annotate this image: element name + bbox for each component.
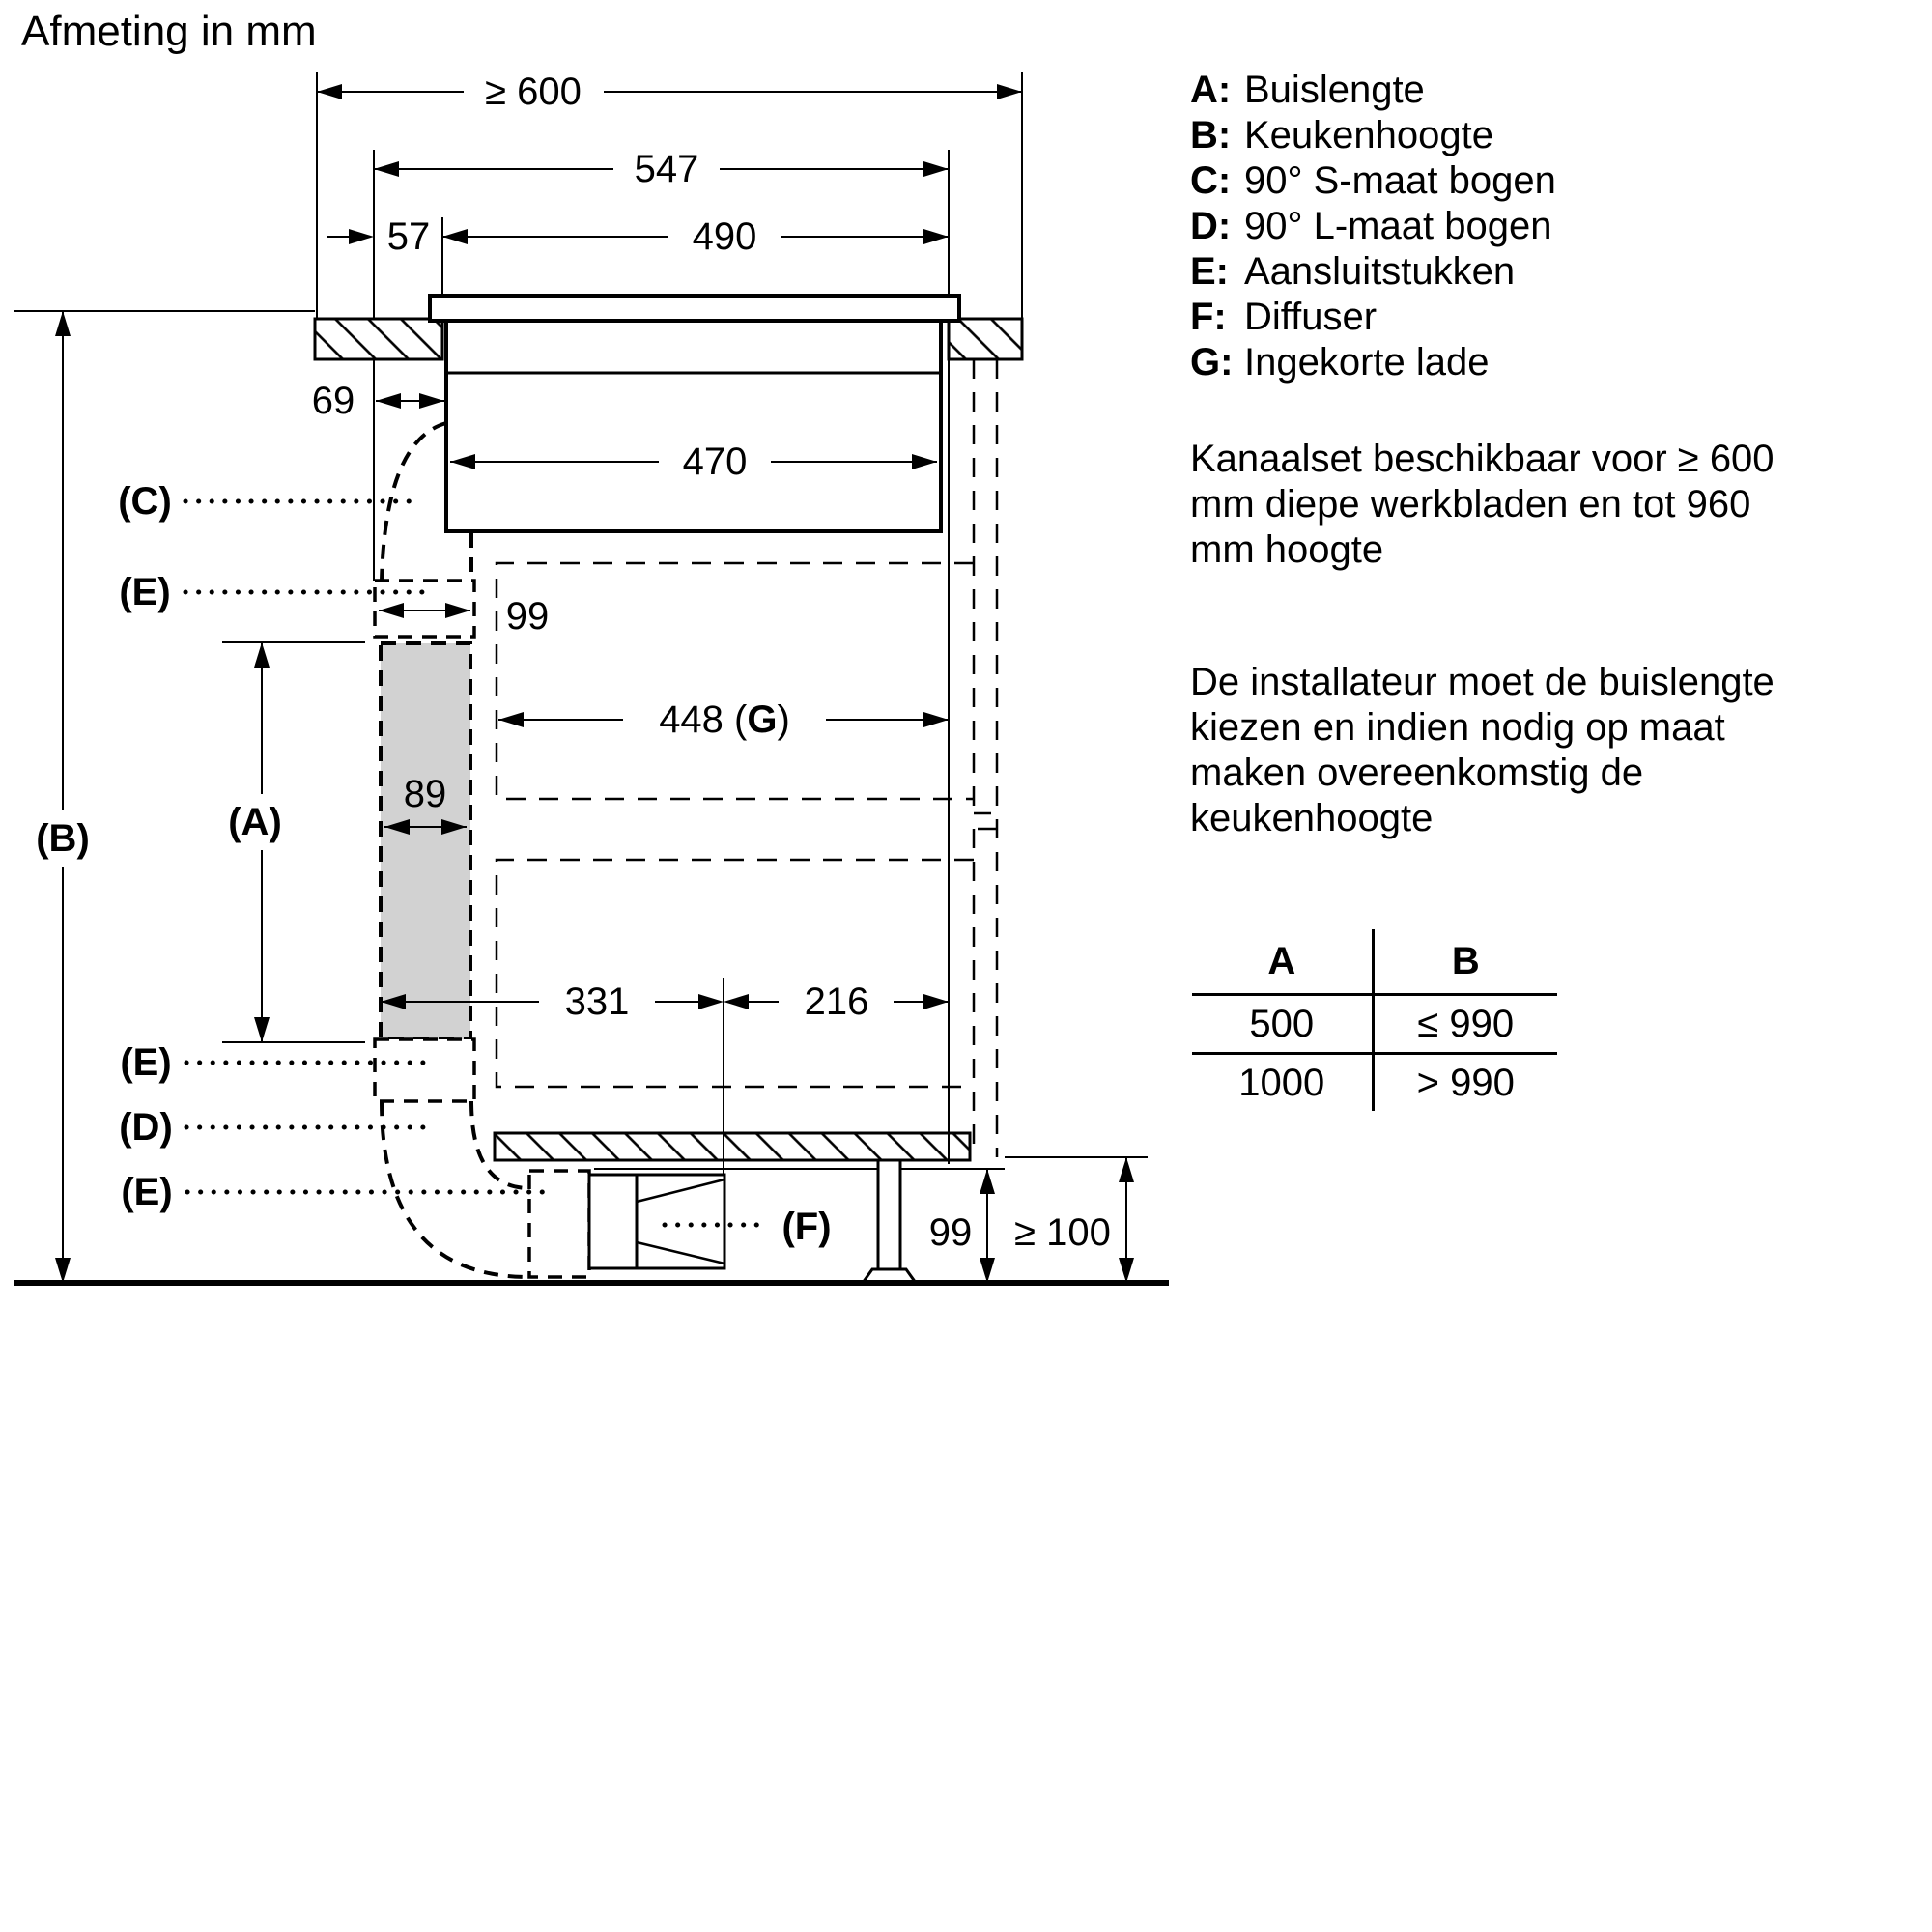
dim-body-width-value: 470 bbox=[682, 440, 748, 483]
table-row: 1000 > 990 bbox=[1192, 1055, 1557, 1111]
dim-duct-offset-value: 69 bbox=[311, 380, 355, 422]
table-header-b: B bbox=[1451, 939, 1480, 982]
diffuser bbox=[589, 1175, 724, 1268]
connector-mid bbox=[375, 1039, 474, 1101]
legend-item-d: D: 90° L-maat bogen bbox=[1190, 205, 1552, 247]
legend-item-g: G: Ingekorte lade bbox=[1190, 341, 1490, 384]
hob-top-plate bbox=[430, 296, 959, 321]
mark-F: (F) bbox=[781, 1206, 832, 1248]
legend-item-b: B: Keukenhoogte bbox=[1190, 114, 1494, 156]
cabinet-step-marks bbox=[974, 813, 997, 829]
legend-item-c: C: 90° S-maat bogen bbox=[1190, 159, 1556, 202]
legend-item-e: E: Aansluitstukken bbox=[1190, 250, 1516, 293]
duct-tube bbox=[381, 643, 470, 1039]
dim-span-right bbox=[724, 980, 949, 1023]
cabinet-foot-column bbox=[878, 1160, 900, 1270]
hob-body bbox=[446, 321, 941, 531]
dim-front-gap-value: 57 bbox=[386, 215, 431, 258]
mark-D: (D) bbox=[119, 1106, 173, 1149]
legend-item-a: A: Buislengte bbox=[1190, 69, 1425, 111]
dim-appliance-depth bbox=[374, 148, 949, 190]
note-availability: Kanaalset beschikbaar voor ≥ 600 mm diepe werkbladen en tot 960 mm hoogte bbox=[1190, 438, 1775, 571]
dim-drawer-width-value: 448 (G) bbox=[659, 698, 790, 741]
dim-cutout bbox=[442, 215, 949, 258]
connector-bottom bbox=[529, 1171, 589, 1277]
dim-span-left-value: 331 bbox=[564, 980, 630, 1023]
legend bbox=[1190, 68, 1556, 385]
dim-floor-clearance bbox=[1014, 1157, 1134, 1283]
dim-kitchen-height-B bbox=[36, 311, 90, 1283]
callout-leaders bbox=[185, 501, 769, 1225]
hob-appliance bbox=[430, 296, 959, 531]
plinth-panel bbox=[495, 1133, 970, 1160]
mark-E-mid: (E) bbox=[120, 1041, 172, 1084]
dim-front-gap bbox=[327, 215, 430, 258]
note-installer: De installateur moet de buislengte kiezen en indien nodig op maat maken overeenkomstig de keukenhoogte bbox=[1190, 661, 1775, 839]
elbow-outer bbox=[382, 1101, 529, 1277]
mark-E-top: (E) bbox=[119, 571, 171, 613]
table-header-row bbox=[1192, 929, 1557, 993]
dim-cutout-value: 490 bbox=[692, 215, 757, 258]
dim-plinth-height bbox=[929, 1169, 995, 1283]
worktop-left-block bbox=[315, 319, 442, 359]
dim-worktop-depth-value: ≥ 600 bbox=[485, 71, 582, 113]
table-header-a: A bbox=[1192, 929, 1375, 993]
legend-item-f: F: Diffuser bbox=[1190, 296, 1378, 338]
s-bend-outer bbox=[382, 423, 446, 581]
dim-connector-width-value: 99 bbox=[505, 595, 550, 638]
mark-A: (A) bbox=[228, 801, 282, 843]
dim-appliance-depth-value: 547 bbox=[634, 148, 699, 190]
mark-E-bottom: (E) bbox=[121, 1171, 173, 1213]
dim-plinth-height-value: 99 bbox=[928, 1211, 973, 1254]
table-row: 500 ≤ 990 bbox=[1192, 993, 1557, 1055]
dim-duct-length-A bbox=[228, 642, 282, 1042]
dim-span-right-value: 216 bbox=[804, 980, 869, 1023]
dim-drawer-width bbox=[498, 698, 949, 741]
worktop-right-block bbox=[949, 319, 1022, 359]
page-title: Afmeting in mm bbox=[21, 8, 317, 55]
mark-B: (B) bbox=[36, 817, 90, 860]
dim-duct-width-value: 89 bbox=[403, 773, 447, 815]
mark-C: (C) bbox=[118, 480, 172, 523]
dim-floor-clearance-value: ≥ 100 bbox=[1014, 1211, 1111, 1254]
dim-worktop-depth bbox=[317, 71, 1022, 113]
pipe-length-table bbox=[1192, 929, 1557, 1111]
dim-duct-offset bbox=[312, 380, 444, 422]
